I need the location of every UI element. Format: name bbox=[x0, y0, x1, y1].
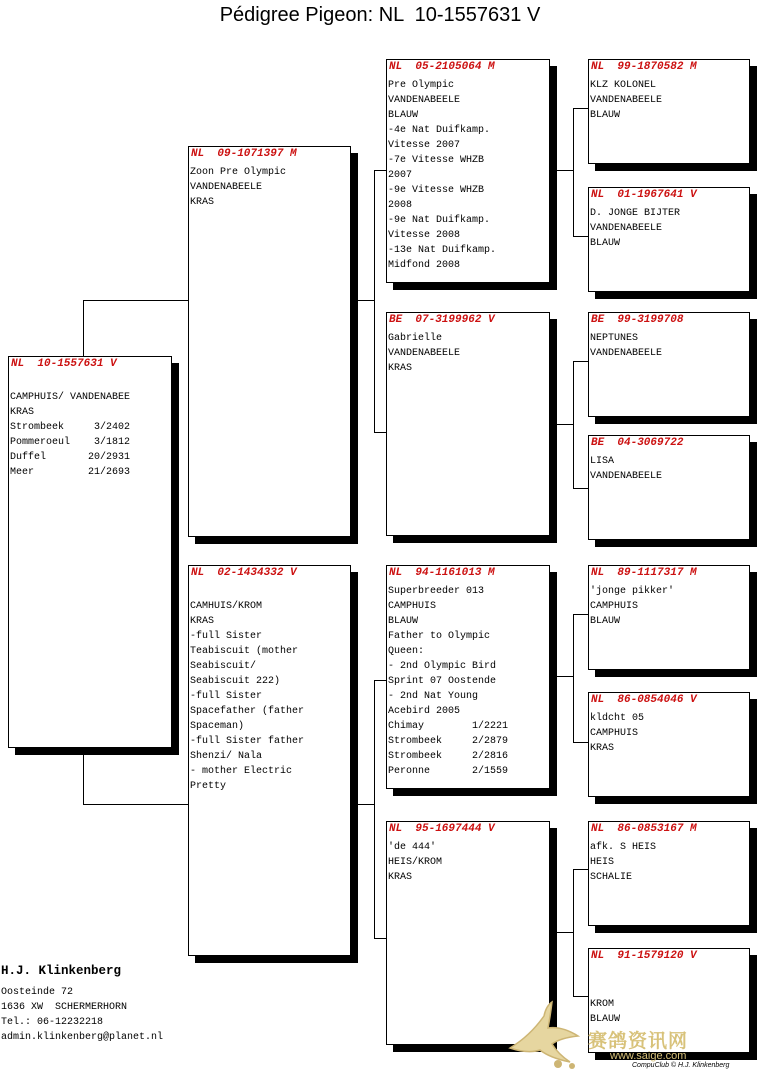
connector bbox=[374, 680, 375, 938]
detail-line: KROM bbox=[590, 999, 615, 1010]
detail-line: CAMPHUIS bbox=[388, 601, 437, 612]
connector bbox=[556, 170, 573, 171]
detail-line: VANDENABEELE bbox=[190, 182, 263, 193]
detail-line: Pretty bbox=[190, 781, 227, 792]
ring-number: NL 10-1557631 V bbox=[11, 358, 117, 370]
detail-line: - 2nd Nat Young bbox=[388, 691, 479, 702]
ring-number: BE 07-3199962 V bbox=[389, 314, 495, 326]
page-title: Pédigree Pigeon: NL 10-1557631 V bbox=[219, 4, 541, 26]
ring-number: NL 94-1161013 M bbox=[389, 567, 495, 579]
owner-email: admin.klinkenberg@planet.nl bbox=[1, 1032, 164, 1043]
connector bbox=[573, 488, 588, 489]
pigeon-logo-icon bbox=[500, 996, 590, 1072]
ring-number: NL 99-1870582 M bbox=[591, 61, 697, 73]
mf-sire-card bbox=[588, 565, 750, 670]
connector bbox=[556, 676, 573, 677]
detail-line: Midfond 2008 bbox=[388, 260, 461, 271]
detail-line: Spaceman) bbox=[190, 721, 245, 732]
pigeon-details bbox=[387, 840, 549, 885]
ring-number: NL 86-0854046 V bbox=[591, 694, 697, 706]
detail-line: afk. S HEIS bbox=[590, 842, 657, 853]
subject-pigeon-card bbox=[8, 356, 172, 748]
detail-line: Queen: bbox=[388, 646, 425, 657]
ring-number: BE 04-3069722 bbox=[591, 437, 684, 449]
detail-line: Duffel 20/2931 bbox=[10, 452, 131, 463]
connector bbox=[573, 742, 588, 743]
detail-line: Teabiscuit (mother bbox=[190, 646, 299, 657]
detail-line: Pommeroeul 3/1812 bbox=[10, 437, 131, 448]
detail-line: VANDENABEELE bbox=[590, 471, 663, 482]
connector bbox=[573, 614, 574, 742]
detail-line: CAMPHUIS bbox=[590, 728, 639, 739]
ring-number: NL 02-1434332 V bbox=[191, 567, 297, 579]
detail-line: HEIS bbox=[590, 857, 615, 868]
connector bbox=[83, 750, 84, 804]
detail-line: HEIS/KROM bbox=[388, 857, 443, 868]
detail-line: BLAUW bbox=[590, 238, 621, 249]
connector bbox=[556, 932, 573, 933]
pigeon-details bbox=[589, 78, 749, 123]
detail-line: D. JONGE BIJTER bbox=[590, 208, 681, 219]
detail-line: -9e Vitesse WHZB bbox=[388, 185, 485, 196]
connector bbox=[357, 300, 374, 301]
detail-line: -full Sister father bbox=[190, 736, 305, 747]
detail-line: -full Sister bbox=[190, 631, 263, 642]
detail-line: - mother Electric bbox=[190, 766, 293, 777]
watermark-url: www.saige.com bbox=[610, 1050, 687, 1062]
detail-line: KRAS bbox=[590, 743, 615, 754]
detail-line: Strombeek 2/2816 bbox=[388, 751, 509, 762]
detail-line: NEPTUNES bbox=[590, 333, 639, 344]
detail-line: KLZ KOLONEL bbox=[590, 80, 657, 91]
detail-line: 'jonge pikker' bbox=[590, 586, 675, 597]
detail-line: Sprint 07 Oostende bbox=[388, 676, 497, 687]
detail-line: Gabrielle bbox=[388, 333, 443, 344]
pigeon-details bbox=[387, 78, 549, 273]
detail-line: KRAS bbox=[388, 872, 413, 883]
watermark-text: 赛鸽资讯网 bbox=[588, 1030, 689, 1052]
detail-line: -full Sister bbox=[190, 691, 263, 702]
detail-line: Peronne 2/1559 bbox=[388, 766, 509, 777]
detail-line: Seabiscuit/ bbox=[190, 661, 257, 672]
connector bbox=[83, 804, 190, 805]
owner-city: 1636 XW SCHERMERHORN bbox=[1, 1002, 128, 1013]
footer-credit: CompuClub © H.J. Klinkenberg bbox=[632, 1062, 730, 1069]
pigeon-details bbox=[589, 454, 749, 484]
ring-number: NL 95-1697444 V bbox=[389, 823, 495, 835]
detail-line: VANDENABEELE bbox=[388, 348, 461, 359]
detail-line: Spacefather (father bbox=[190, 706, 305, 717]
detail-line: Zoon Pre Olympic bbox=[190, 167, 287, 178]
connector bbox=[573, 614, 588, 615]
detail-line: Vitesse 2008 bbox=[388, 230, 461, 241]
detail-line: -7e Vitesse WHZB bbox=[388, 155, 485, 166]
owner-phone: Tel.: 06-12232218 bbox=[1, 1017, 104, 1028]
paternal-grandmother-card bbox=[386, 312, 550, 536]
detail-line: VANDENABEELE bbox=[590, 348, 663, 359]
connector bbox=[556, 424, 573, 425]
connector bbox=[573, 869, 574, 996]
detail-line bbox=[9, 375, 171, 390]
detail-line: Vitesse 2007 bbox=[388, 140, 461, 151]
ring-number: NL 91-1579120 V bbox=[591, 950, 697, 962]
detail-line: 2008 bbox=[388, 200, 413, 211]
detail-line: Strombeek 2/2879 bbox=[388, 736, 509, 747]
ring-number: NL 01-1967641 V bbox=[591, 189, 697, 201]
connector bbox=[357, 804, 374, 805]
ring-number: NL 86-0853167 M bbox=[591, 823, 697, 835]
detail-line: BLAUW bbox=[590, 1014, 621, 1025]
detail-line: CAMHUIS/KROM bbox=[190, 601, 263, 612]
paternal-grandfather-card bbox=[386, 59, 550, 283]
detail-line: VANDENABEELE bbox=[590, 223, 663, 234]
detail-line: SCHALIE bbox=[590, 872, 633, 883]
detail-line: BLAUW bbox=[388, 616, 419, 627]
pigeon-details bbox=[189, 584, 350, 794]
watermark bbox=[500, 996, 710, 1072]
pigeon-details bbox=[387, 584, 549, 779]
detail-line: BLAUW bbox=[590, 110, 621, 121]
connector bbox=[573, 236, 588, 237]
detail-line: BLAUW bbox=[590, 616, 621, 627]
ff-sire-card bbox=[588, 59, 750, 164]
detail-line: Father to Olympic bbox=[388, 631, 491, 642]
pigeon-details bbox=[589, 331, 749, 361]
connector bbox=[374, 170, 375, 432]
connector bbox=[573, 361, 574, 488]
pigeon-details bbox=[589, 584, 749, 629]
connector bbox=[573, 869, 588, 870]
ring-number: NL 09-1071397 M bbox=[191, 148, 297, 160]
detail-line: -9e Nat Duifkamp. bbox=[388, 215, 491, 226]
pigeon-details bbox=[9, 375, 171, 480]
pigeon-details bbox=[387, 331, 549, 376]
fm-sire-card bbox=[588, 312, 750, 417]
detail-line: Chimay 1/2221 bbox=[388, 721, 509, 732]
pigeon-details bbox=[189, 165, 350, 210]
maternal-grandfather-card bbox=[386, 565, 550, 789]
connector bbox=[83, 300, 190, 301]
mf-dam-card bbox=[588, 692, 750, 797]
ring-number: NL 89-1117317 M bbox=[591, 567, 697, 579]
detail-line: - 2nd Olympic Bird bbox=[388, 661, 497, 672]
detail-line: Pre Olympic bbox=[388, 80, 455, 91]
pigeon-details bbox=[589, 206, 749, 251]
detail-line: LISA bbox=[590, 456, 615, 467]
detail-line: Meer 21/2693 bbox=[10, 467, 131, 478]
detail-line: Superbreeder 013 bbox=[388, 586, 485, 597]
owner-address: Oosteinde 72 bbox=[1, 987, 74, 998]
detail-line: Strombeek 3/2402 bbox=[10, 422, 131, 433]
detail-line bbox=[589, 982, 749, 997]
detail-line: CAMPHUIS/ VANDENABEE bbox=[10, 392, 131, 403]
ring-number: NL 05-2105064 M bbox=[389, 61, 495, 73]
detail-line bbox=[189, 584, 350, 599]
owner-name: H.J. Klinkenberg bbox=[1, 964, 122, 978]
father-card bbox=[188, 146, 351, 537]
detail-line: 2007 bbox=[388, 170, 413, 181]
detail-line: CAMPHUIS bbox=[590, 601, 639, 612]
fm-dam-card bbox=[588, 435, 750, 540]
detail-line: kldcht 05 bbox=[590, 713, 645, 724]
connector bbox=[573, 361, 588, 362]
detail-line: BLAUW bbox=[388, 110, 419, 121]
mother-card bbox=[188, 565, 351, 956]
detail-line: 'de 444' bbox=[388, 842, 437, 853]
ff-dam-card bbox=[588, 187, 750, 292]
owner-info bbox=[1, 962, 163, 1045]
detail-line: -4e Nat Duifkamp. bbox=[388, 125, 491, 136]
detail-line: KRAS bbox=[10, 407, 35, 418]
detail-line: Seabiscuit 222) bbox=[190, 676, 281, 687]
detail-line: VANDENABEELE bbox=[388, 95, 461, 106]
detail-line: KRAS bbox=[388, 363, 413, 374]
connector bbox=[573, 108, 588, 109]
mm-sire-card bbox=[588, 821, 750, 926]
detail-line: Shenzi/ Nala bbox=[190, 751, 263, 762]
pigeon-details bbox=[589, 840, 749, 885]
ring-number: BE 99-3199708 bbox=[591, 314, 684, 326]
detail-line: Acebird 2005 bbox=[388, 706, 461, 717]
detail-line: KRAS bbox=[190, 616, 215, 627]
detail-line bbox=[589, 967, 749, 982]
connector bbox=[83, 300, 84, 356]
detail-line: KRAS bbox=[190, 197, 215, 208]
detail-line: -13e Nat Duifkamp. bbox=[388, 245, 497, 256]
connector bbox=[573, 108, 574, 236]
detail-line: VANDENABEELE bbox=[590, 95, 663, 106]
pigeon-details bbox=[589, 711, 749, 756]
